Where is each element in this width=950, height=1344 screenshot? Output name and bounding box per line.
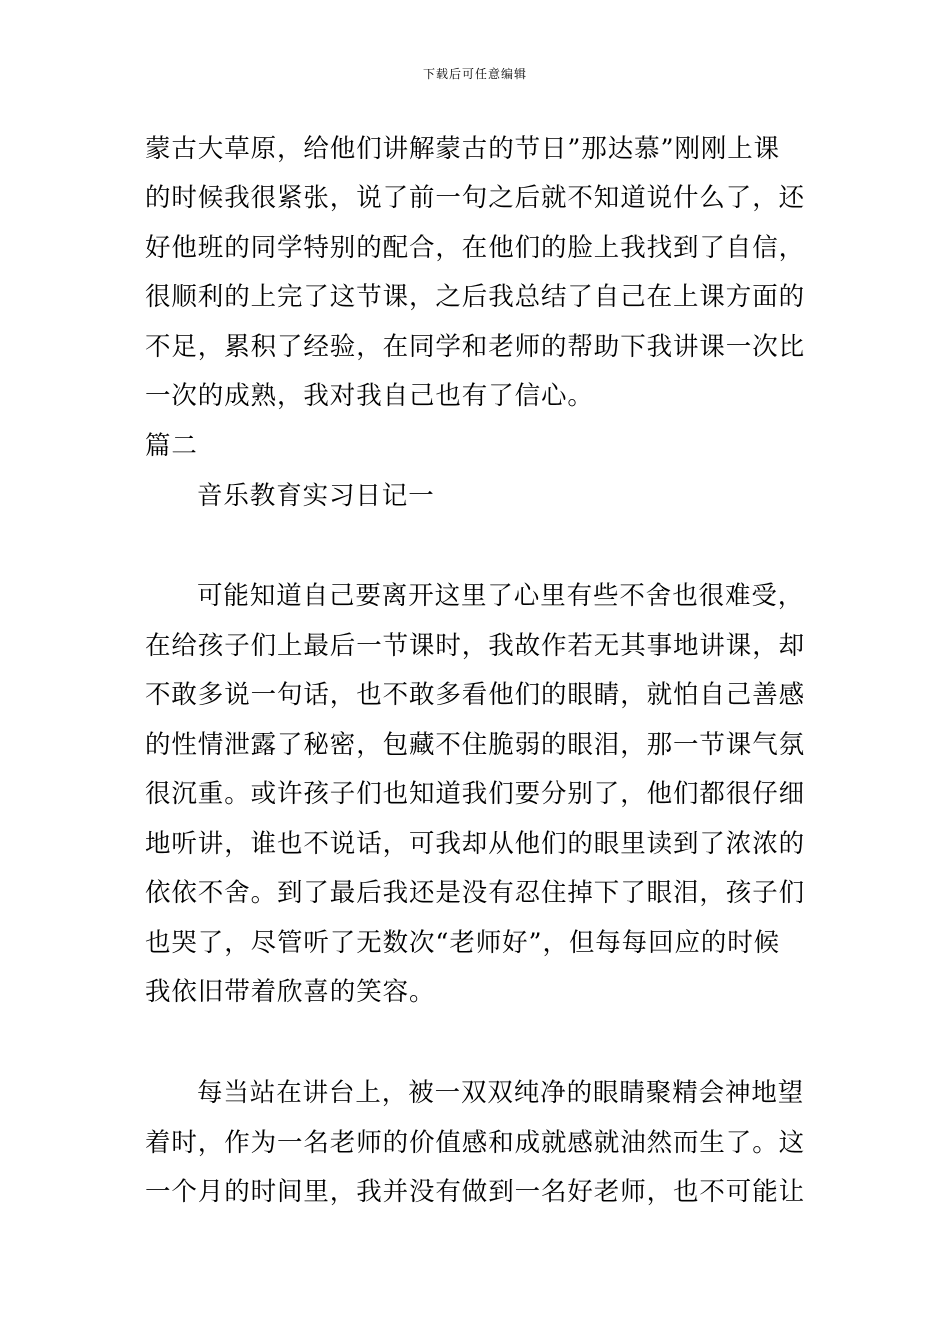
paragraph2-line-8: 也哭了，尽管听了无数次“老师好”，但每每回应的时候: [145, 928, 781, 958]
section-heading: 篇二: [145, 431, 198, 461]
paragraph2-line-3: 不敢多说一句话，也不敢多看他们的眼睛，就怕自己善感: [145, 680, 806, 710]
paragraph1-line-5: 不足，累积了经验，在同学和老师的帮助下我讲课一次比: [145, 332, 806, 362]
paragraph3-line-1: 每当站在讲台上，被一双双纯净的眼睛聚精会神地望: [197, 1078, 805, 1108]
paragraph1-line-6: 一次的成熟，我对我自己也有了信心。: [145, 381, 594, 411]
paragraph2-line-7: 依依不舍。到了最后我还是没有忍住掉下了眼泪，孩子们: [145, 878, 806, 908]
paragraph3-line-3: 一个月的时间里，我并没有做到一名好老师，也不可能让: [145, 1177, 806, 1207]
paragraph2-line-1: 可能知道自己要离开这里了心里有些不舍也很难受，: [197, 581, 805, 611]
paragraph2-line-4: 的性情泄露了秘密，包藏不住脆弱的眼泪，那一节课气氛: [145, 730, 806, 760]
paragraph2-line-5: 很沉重。或许孩子们也知道我们要分别了，他们都很仔细: [145, 779, 806, 809]
paragraph3-line-2: 着时，作为一名老师的价值感和成就感就油然而生了。这: [145, 1128, 806, 1158]
paragraph2-line-6: 地听讲，谁也不说话，可我却从他们的眼里读到了浓浓的: [145, 829, 806, 859]
paragraph1-line-4: 很顺利的上完了这节课，之后我总结了自己在上课方面的: [145, 282, 806, 312]
diary-title: 音乐教育实习日记一: [197, 481, 435, 511]
page-header: 下载后可任意编辑: [422, 67, 527, 81]
paragraph1-line-1: 蒙古大草原，给他们讲解蒙古的节日”那达慕”刚刚上课: [145, 134, 781, 164]
paragraph2-line-9: 我依旧带着欣喜的笑容。: [145, 977, 436, 1007]
paragraph2-line-2: 在给孩子们上最后一节课时，我故作若无其事地讲课，却: [145, 631, 806, 661]
paragraph1-line-2: 的时候我很紧张，说了前一句之后就不知道说什么了，还: [145, 183, 806, 213]
paragraph1-line-3: 好他班的同学特别的配合，在他们的脸上我找到了自信，: [145, 233, 806, 263]
